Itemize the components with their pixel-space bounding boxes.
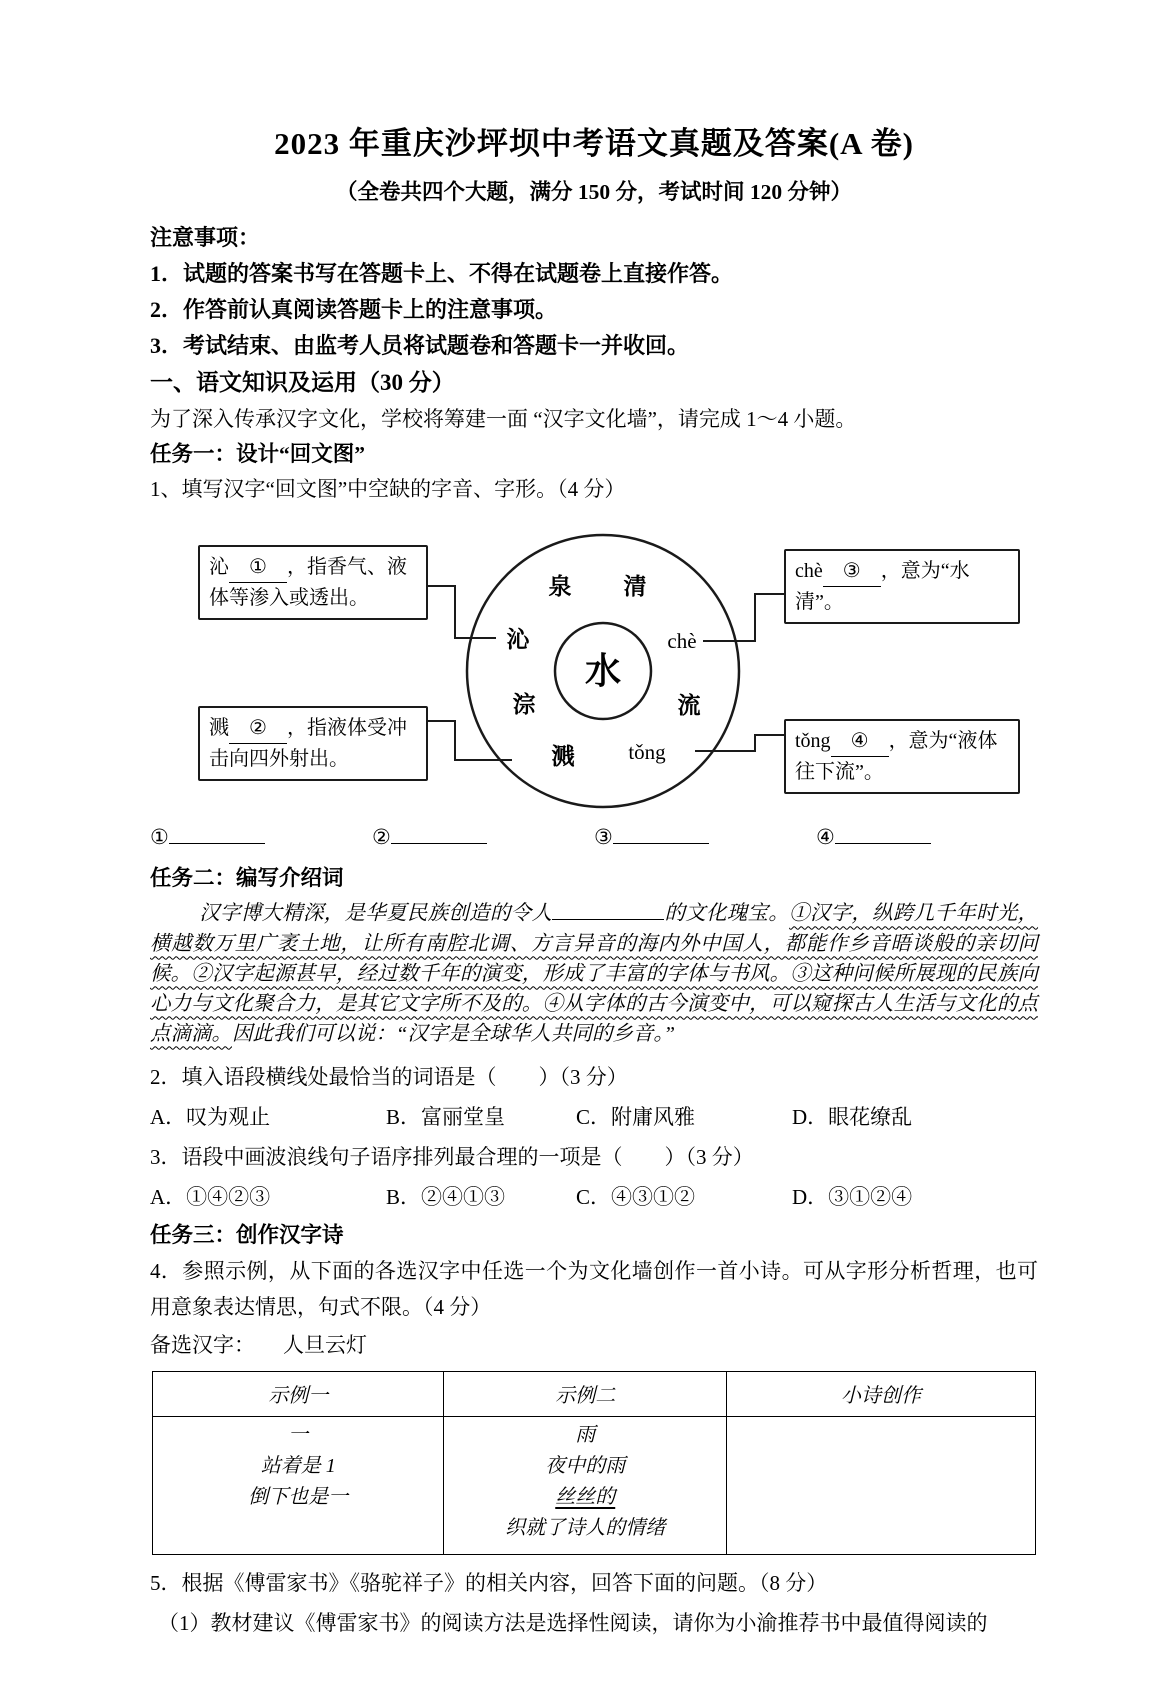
huiwen-diagram <box>150 508 1038 814</box>
center-character: 水 <box>584 651 622 691</box>
definition-box-2 <box>198 706 428 781</box>
connector-box4 <box>695 735 784 751</box>
answer-line-3 <box>613 822 709 844</box>
table-header-creation: 小诗创作 <box>727 1371 1036 1416</box>
question-5-stem: 5．根据《傅雷家书》《骆驼祥子》的相关内容，回答下面的问题。（8 分） <box>150 1570 828 1595</box>
definition-box-4 <box>784 719 1020 794</box>
answer-blank-1 <box>150 822 372 850</box>
task1-heading: 任务一：设计“回文图” <box>150 442 366 466</box>
question-1-stem: 1、填写汉字“回文图”中空缺的字音、字形。（4 分） <box>150 477 626 501</box>
answer-blank-4 <box>816 822 1038 850</box>
answer-blank-2 <box>372 822 594 850</box>
task3-heading: 任务三：创作汉字诗 <box>150 1222 344 1247</box>
table-header-example2: 示例二 <box>444 1371 727 1416</box>
q2-option-a: A．叹为观止 <box>150 1104 271 1129</box>
answer-num-1: ① <box>150 825 169 849</box>
q3-option-d: D．③①②④ <box>792 1184 913 1209</box>
example2-line-3-underlined: 丝丝的 <box>555 1485 616 1508</box>
section1-heading: 一、语文知识及运用（30 分） <box>150 370 455 395</box>
box4-blank: ④ <box>831 726 889 757</box>
ring-char-qin: 沁 <box>506 627 530 652</box>
box3-blank: ③ <box>823 556 881 587</box>
intro-paragraph <box>150 898 1038 1049</box>
ring-char-jian: 溅 <box>551 744 575 769</box>
notice-item-3: 3．考试结束、由监考人员将试题卷和答题卡一并收回。 <box>150 333 690 358</box>
connector-box3 <box>703 594 784 641</box>
example1-line-2: 站着是 1 <box>260 1454 336 1477</box>
paragraph-start: 汉字博大精深，是华夏民族创造的令人 <box>199 902 553 925</box>
question-4-stem: 4．参照示例，从下面的各选汉字中任选一个为文化墙创作一首小诗。可从字形分析哲理，也可用意象表达情思，句式不限。（4 分） <box>150 1258 1038 1319</box>
notice-item-1: 1．试题的答案书写在答题卡上、不得在试题卷上直接作答。 <box>150 261 734 286</box>
example1-line-1: 一 <box>288 1423 309 1446</box>
ring-pinyin-tong: tǒng <box>628 740 666 764</box>
question-3-stem: 3．语段中画波浪线句子语序排列最合理的一项是（ ）（3 分） <box>150 1144 754 1169</box>
paragraph-blank <box>552 898 664 920</box>
page-title: 2023 年重庆沙坪坝中考语文真题及答案(A 卷) <box>274 126 914 161</box>
definition-box-3 <box>784 549 1020 624</box>
paragraph-wavy-sentences: ①汉字，纵跨几千年时光，横越数万里广袤土地，让所有南腔北调、方言异音的海内外中国人，都能作乡音晤谈般的亲切问候。②汉字起源甚早，经过数千年的演变，形成了丰富的字体与书风。③这种问候所展现的民族向心力与文化聚合力，是其它文字所不及的。④从字体的古今演变中，可以窥探古人生活与文化的点点滴滴。 <box>150 902 1039 1045</box>
box4-pinyin: tǒng <box>795 730 831 752</box>
connector-box2 <box>428 721 512 760</box>
box2-definition: ，指液体受冲击向四外射出。 <box>209 717 407 770</box>
box1-definition: ，指香气、液体等渗入或透出。 <box>209 556 407 609</box>
answer-line-2 <box>391 822 487 844</box>
ring-char-cong: 淙 <box>512 692 536 717</box>
example2-line-1: 雨 <box>575 1423 596 1446</box>
definition-box-1 <box>198 545 428 620</box>
page-subtitle: （全卷共四个大题，满分 150 分，考试时间 120 分钟） <box>335 180 852 204</box>
box4-definition: ，意为“液体往下流”。 <box>795 730 998 783</box>
table-content-row <box>153 1416 1036 1554</box>
q3-option-a: A．①④②③ <box>150 1184 271 1209</box>
box3-definition: ，意为“水清”。 <box>795 560 970 613</box>
answer-line-4 <box>835 822 931 844</box>
box2-character: 溅 <box>209 717 229 739</box>
question-5-sub1: （1）教材建议《傅雷家书》的阅读方法是选择性阅读，请你为小渝推荐书中最值得阅读的 <box>158 1610 988 1635</box>
answer-num-4: ④ <box>816 825 835 849</box>
poem-creation-cell-empty <box>727 1416 1036 1554</box>
q3-option-c: C．④③①② <box>576 1184 696 1209</box>
paragraph-end: 因此我们可以说：“汉字是全球华人共同的乡音。” <box>232 1022 676 1045</box>
example2-line-4: 织就了诗人的情绪 <box>505 1516 666 1539</box>
answer-blanks-row <box>150 822 1038 850</box>
answer-num-3: ③ <box>594 825 613 849</box>
task2-heading: 任务二：编写介绍词 <box>150 866 344 890</box>
q2-option-b: B．富丽堂皇 <box>386 1104 506 1129</box>
ring-pinyin-che: chè <box>667 629 697 653</box>
example1-cell <box>153 1416 444 1554</box>
paragraph-mid: 的文化瑰宝。 <box>664 902 790 925</box>
candidate-characters-row <box>150 1325 1038 1365</box>
example2-line-2: 夜中的雨 <box>545 1454 626 1477</box>
connector-box1 <box>428 586 496 638</box>
candidate-label: 备选汉字： <box>150 1332 255 1357</box>
ring-char-qing: 清 <box>623 574 647 599</box>
box1-blank: ① <box>229 552 287 583</box>
example1-line-3: 倒下也是一 <box>248 1485 349 1508</box>
table-header-example1: 示例一 <box>153 1371 444 1416</box>
section1-intro: 为了深入传承汉字文化，学校将筹建一面 “汉字文化墙”，请完成 1～4 小题。 <box>150 407 857 431</box>
candidate-char-yun: 云 <box>325 1332 346 1357</box>
example2-cell <box>444 1416 727 1554</box>
candidate-char-deng: 灯 <box>346 1332 367 1357</box>
answer-blank-3 <box>594 822 816 850</box>
question-2-options <box>150 1097 1038 1137</box>
box1-character: 沁 <box>209 556 229 578</box>
q2-option-c: C．附庸风雅 <box>576 1104 696 1129</box>
box3-pinyin: chè <box>795 560 823 582</box>
question-3-options <box>150 1177 1038 1217</box>
candidate-char-ren: 人 <box>283 1332 304 1357</box>
table-header-row <box>153 1371 1036 1416</box>
ring-char-liu: 流 <box>677 693 701 718</box>
poem-example-table <box>152 1371 1036 1555</box>
candidate-char-dan: 旦 <box>304 1332 325 1357</box>
box2-blank: ② <box>229 713 287 744</box>
ring-char-quan: 泉 <box>548 574 572 599</box>
question-2-stem: 2．填入语段横线处最恰当的词语是（ ）（3 分） <box>150 1064 628 1089</box>
notice-item-2: 2．作答前认真阅读答题卡上的注意事项。 <box>150 297 558 322</box>
q3-option-b: B．②④①③ <box>386 1184 506 1209</box>
q2-option-d: D．眼花缭乱 <box>792 1104 913 1129</box>
answer-num-2: ② <box>372 825 391 849</box>
notice-heading: 注意事项： <box>150 225 261 250</box>
answer-line-1 <box>169 822 265 844</box>
